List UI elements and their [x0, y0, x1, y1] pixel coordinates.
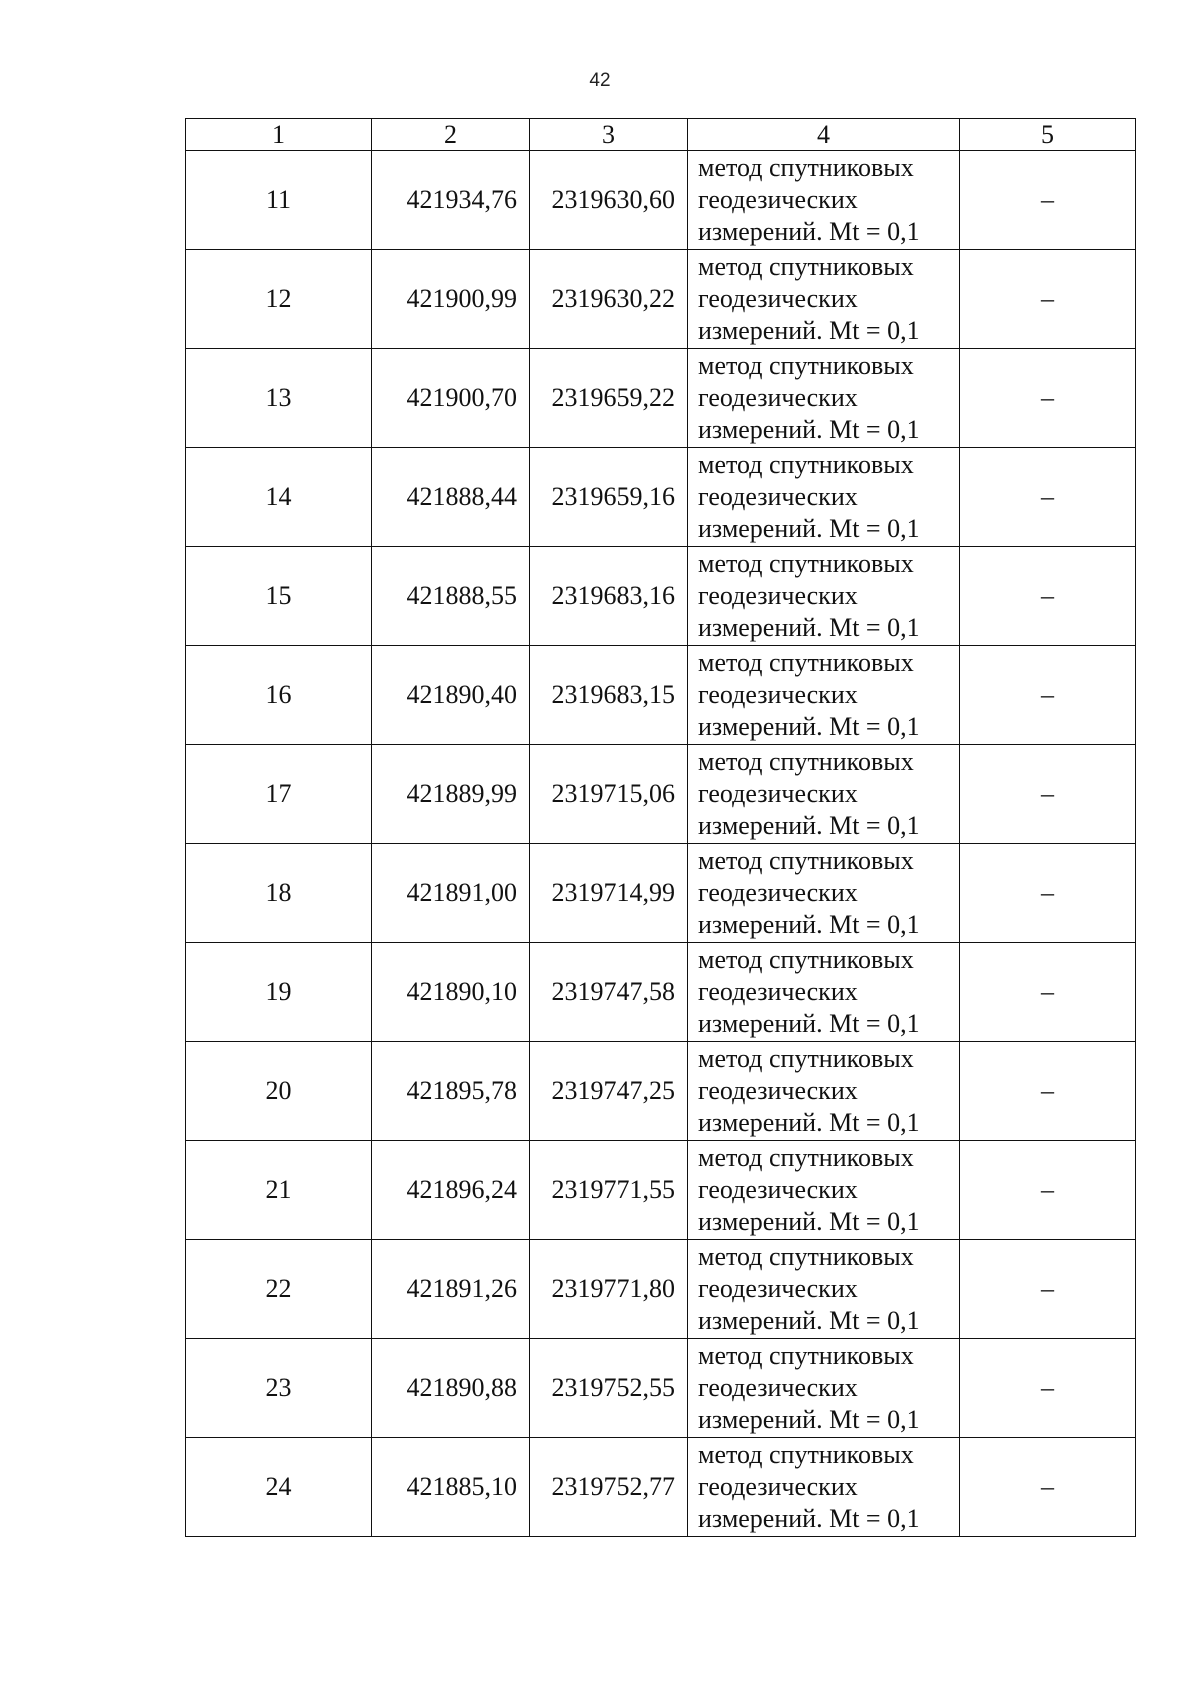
method-text-line: метод спутниковых [698, 1044, 914, 1073]
coordinate-x-cell: 421885,10 [372, 1438, 530, 1537]
method-text-line: измерений. Mt = 0,1 [698, 1207, 920, 1236]
table-header-row [186, 119, 1136, 151]
page-number: 42 [589, 70, 611, 91]
point-number-cell: 24 [186, 1438, 372, 1537]
method-text-line: геодезических [698, 1373, 858, 1402]
coordinate-y-cell: 2319771,55 [530, 1141, 688, 1240]
method-text-line: измерений. Mt = 0,1 [698, 712, 920, 741]
column-header-5: 5 [960, 119, 1136, 151]
method-cell [688, 250, 960, 349]
point-number-cell: 21 [186, 1141, 372, 1240]
coordinate-x-cell: 421900,70 [372, 349, 530, 448]
method-text-line: метод спутниковых [698, 1440, 914, 1469]
method-text-line: измерений. Mt = 0,1 [698, 514, 920, 543]
point-number-cell: 20 [186, 1042, 372, 1141]
method-cell [688, 1438, 960, 1537]
point-number-cell: 11 [186, 151, 372, 250]
table-row [186, 646, 1136, 745]
method-text-line: геодезических [698, 185, 858, 214]
point-number-cell: 13 [186, 349, 372, 448]
table-row [186, 1438, 1136, 1537]
point-number-cell: 16 [186, 646, 372, 745]
method-text-line: измерений. Mt = 0,1 [698, 1504, 920, 1533]
method-text-line: измерений. Mt = 0,1 [698, 910, 920, 939]
method-cell [688, 349, 960, 448]
method-text-line: метод спутниковых [698, 549, 914, 578]
table-row [186, 745, 1136, 844]
note-cell: – [960, 151, 1136, 250]
note-cell: – [960, 646, 1136, 745]
method-text-line: метод спутниковых [698, 1242, 914, 1271]
note-cell: – [960, 745, 1136, 844]
coordinate-x-cell: 421891,00 [372, 844, 530, 943]
coordinate-y-cell: 2319747,25 [530, 1042, 688, 1141]
coordinate-y-cell: 2319659,22 [530, 349, 688, 448]
method-text-line: метод спутниковых [698, 846, 914, 875]
table-row [186, 943, 1136, 1042]
coordinate-x-cell: 421890,88 [372, 1339, 530, 1438]
method-text-line: измерений. Mt = 0,1 [698, 1306, 920, 1335]
table-row [186, 250, 1136, 349]
coordinate-y-cell: 2319752,77 [530, 1438, 688, 1537]
method-cell [688, 1240, 960, 1339]
note-cell: – [960, 1141, 1136, 1240]
method-text-line: измерений. Mt = 0,1 [698, 811, 920, 840]
method-text-line: геодезических [698, 383, 858, 412]
note-cell: – [960, 943, 1136, 1042]
point-number-cell: 19 [186, 943, 372, 1042]
coordinate-y-cell: 2319630,22 [530, 250, 688, 349]
table-row [186, 349, 1136, 448]
method-text-line: геодезических [698, 482, 858, 511]
coordinate-x-cell: 421889,99 [372, 745, 530, 844]
note-cell: – [960, 1240, 1136, 1339]
method-text-line: метод спутниковых [698, 252, 914, 281]
table-row [186, 448, 1136, 547]
table-row [186, 547, 1136, 646]
coordinate-y-cell: 2319747,58 [530, 943, 688, 1042]
point-number-cell: 14 [186, 448, 372, 547]
method-text-line: геодезических [698, 1175, 858, 1204]
table-row [186, 1042, 1136, 1141]
table-row [186, 1240, 1136, 1339]
coordinate-y-cell: 2319771,80 [530, 1240, 688, 1339]
table-row [186, 151, 1136, 250]
note-cell: – [960, 1042, 1136, 1141]
method-text-line: измерений. Mt = 0,1 [698, 415, 920, 444]
column-header-3: 3 [530, 119, 688, 151]
coordinate-y-cell: 2319715,06 [530, 745, 688, 844]
note-cell: – [960, 547, 1136, 646]
point-number-cell: 15 [186, 547, 372, 646]
method-text-line: измерений. Mt = 0,1 [698, 613, 920, 642]
note-cell: – [960, 448, 1136, 547]
method-text-line: геодезических [698, 581, 858, 610]
point-number-cell: 18 [186, 844, 372, 943]
table-body [186, 151, 1136, 1537]
coordinate-x-cell: 421895,78 [372, 1042, 530, 1141]
column-header-2: 2 [372, 119, 530, 151]
method-cell [688, 448, 960, 547]
coordinate-y-cell: 2319630,60 [530, 151, 688, 250]
method-text-line: измерений. Mt = 0,1 [698, 316, 920, 345]
note-cell: – [960, 1438, 1136, 1537]
method-text-line: метод спутниковых [698, 747, 914, 776]
method-text-line: геодезических [698, 284, 858, 313]
method-cell [688, 745, 960, 844]
coordinate-y-cell: 2319752,55 [530, 1339, 688, 1438]
method-text-line: измерений. Mt = 0,1 [698, 1108, 920, 1137]
method-text-line: метод спутниковых [698, 1143, 914, 1172]
coordinate-y-cell: 2319683,16 [530, 547, 688, 646]
method-cell [688, 943, 960, 1042]
table-row [186, 844, 1136, 943]
coordinate-x-cell: 421896,24 [372, 1141, 530, 1240]
coordinate-x-cell: 421900,99 [372, 250, 530, 349]
coordinate-y-cell: 2319659,16 [530, 448, 688, 547]
table-row [186, 1141, 1136, 1240]
point-number-cell: 17 [186, 745, 372, 844]
method-text-line: геодезических [698, 878, 858, 907]
method-cell [688, 1042, 960, 1141]
method-cell [688, 1339, 960, 1438]
method-text-line: измерений. Mt = 0,1 [698, 1009, 920, 1038]
method-text-line: геодезических [698, 1472, 858, 1501]
method-text-line: измерений. Mt = 0,1 [698, 217, 920, 246]
coordinates-table [185, 118, 1136, 1537]
note-cell: – [960, 250, 1136, 349]
method-cell [688, 646, 960, 745]
coordinate-x-cell: 421891,26 [372, 1240, 530, 1339]
note-cell: – [960, 1339, 1136, 1438]
coordinate-y-cell: 2319714,99 [530, 844, 688, 943]
coordinate-x-cell: 421890,40 [372, 646, 530, 745]
coordinate-x-cell: 421934,76 [372, 151, 530, 250]
column-header-4: 4 [688, 119, 960, 151]
method-text-line: геодезических [698, 1076, 858, 1105]
coordinate-y-cell: 2319683,15 [530, 646, 688, 745]
method-text-line: геодезических [698, 977, 858, 1006]
method-cell [688, 151, 960, 250]
note-cell: – [960, 349, 1136, 448]
column-header-1: 1 [186, 119, 372, 151]
method-text-line: геодезических [698, 680, 858, 709]
coordinate-x-cell: 421888,55 [372, 547, 530, 646]
method-text-line: метод спутниковых [698, 153, 914, 182]
method-text-line: метод спутниковых [698, 450, 914, 479]
method-text-line: геодезических [698, 779, 858, 808]
method-text-line: измерений. Mt = 0,1 [698, 1405, 920, 1434]
method-cell [688, 547, 960, 646]
method-text-line: метод спутниковых [698, 1341, 914, 1370]
method-text-line: метод спутниковых [698, 648, 914, 677]
coordinate-x-cell: 421888,44 [372, 448, 530, 547]
method-text-line: геодезических [698, 1274, 858, 1303]
method-cell [688, 844, 960, 943]
point-number-cell: 12 [186, 250, 372, 349]
method-cell [688, 1141, 960, 1240]
point-number-cell: 23 [186, 1339, 372, 1438]
method-text-line: метод спутниковых [698, 945, 914, 974]
method-text-line: метод спутниковых [698, 351, 914, 380]
table-row [186, 1339, 1136, 1438]
coordinate-x-cell: 421890,10 [372, 943, 530, 1042]
point-number-cell: 22 [186, 1240, 372, 1339]
note-cell: – [960, 844, 1136, 943]
